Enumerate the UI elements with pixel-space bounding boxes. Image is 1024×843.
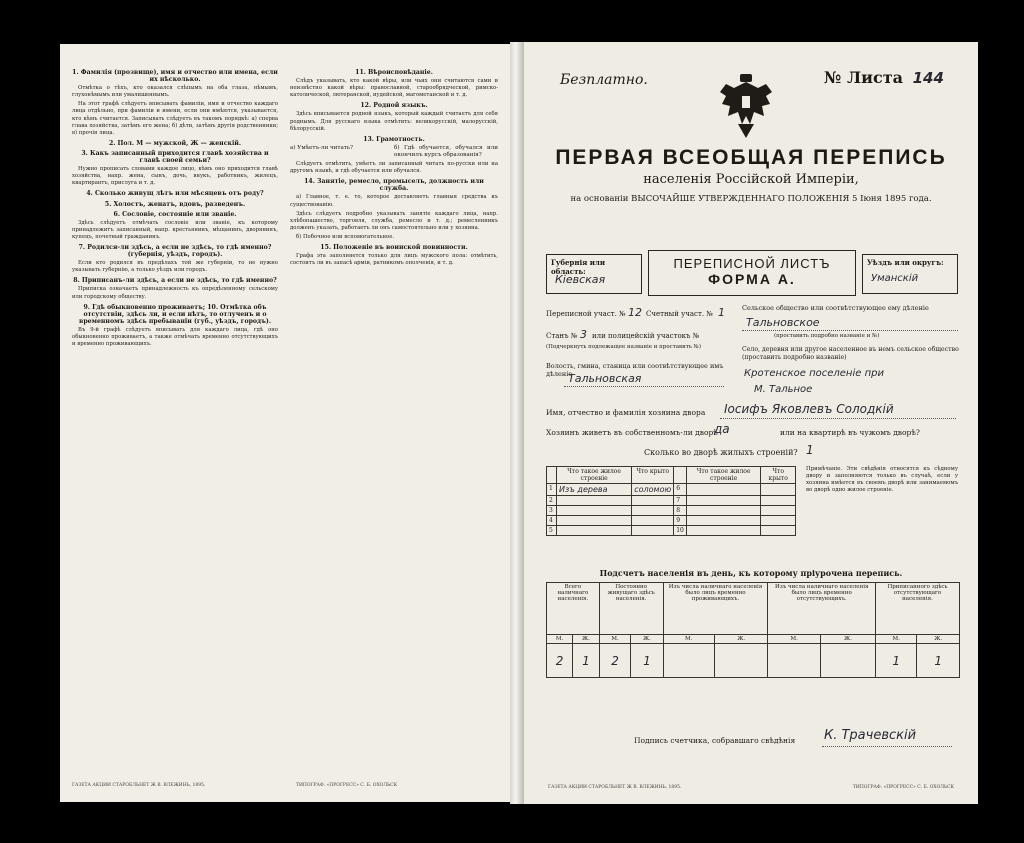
table-header: Что крыто <box>761 467 796 484</box>
instruction-text: Графа эта заполняется только для лицъ мужского пола: отмѣтить, состоитъ ли въ запасѣ армiи, ратникомъ ополченія, и т. д. <box>290 253 498 267</box>
count-cell: 1 <box>573 644 600 678</box>
female-header: Ж. <box>573 635 600 644</box>
row-number: 1 <box>547 484 557 496</box>
table-header: Что крыто <box>632 467 674 484</box>
counting-area-label: Счетный участ. № <box>646 310 713 318</box>
printer-imprint: ГАЗЕТА АКЦИИ СТАРОБЛЬНЕТ Ж В. ВЛЕЖИНЬ, 1895. <box>72 783 206 788</box>
volost-label: Волость, гмина, станица или соотвѣтствующее имъ дѣленіе <box>546 362 724 378</box>
village-value-2: М. Тальное <box>754 384 813 395</box>
volost-value: Тальновская <box>568 372 642 385</box>
district-box <box>862 254 958 294</box>
instruction-text: Нужно прописать словами каждое лицо, кѣмъ оно приходится главѣ хозяйства, напр. жена, сынъ, дочь, внукъ, работникъ, жилецъ, квартирантъ, прислуга и т. д. <box>72 166 278 187</box>
owner-value: Іосифъ Яковлевъ Солодкій <box>724 402 894 416</box>
count-cell <box>714 644 768 678</box>
literacy-questions <box>290 145 498 159</box>
male-header: М. <box>599 635 631 644</box>
female-header: Ж. <box>631 635 663 644</box>
count-cell <box>768 644 821 678</box>
row-number: 8 <box>674 506 687 516</box>
section-heading: 7. Родился-ли здѣсь, а если не здѣсь, то гдѣ именно? (губернія, уѣздъ, городъ). <box>78 243 272 259</box>
form-type-box <box>648 250 856 296</box>
instruction-text: Слѣдъ указывать, кто какой вѣры, или чьих они считаются сами и неизвѣстно какой вѣры: православной, старообрядческой, римско-католической, лютеранской, иудейской, магометанской и т. д. <box>290 78 498 99</box>
male-header: М. <box>768 635 821 644</box>
literacy-question-b: б) Гдѣ обучается, обучался или окончилъ курсъ образованія? <box>394 144 498 158</box>
count-cell <box>821 644 876 678</box>
sheet-number-value: 144 <box>912 69 944 87</box>
roof-type: соломою <box>632 484 674 496</box>
table-row <box>547 526 796 536</box>
literacy-question-a: а) Умѣетъ-ли читать? <box>290 144 353 151</box>
society-line <box>742 330 958 331</box>
form-sheet-title: ПЕРЕПИСНОЙ ЛИСТЪ <box>673 256 831 271</box>
double-headed-eagle-emblem <box>716 72 776 140</box>
row-number: 7 <box>674 496 687 506</box>
count-cell: 1 <box>875 644 916 678</box>
legal-basis: на основаніи ВЫСОЧАЙШЕ УТВЕРЖДЕННАГО ПОЛОЖЕНІЯ 5 Іюня 1895 года. <box>570 194 932 204</box>
instruction-text: Если кто родился въ предѣлахъ той же губерніи, то не нужно указывать губернію, а только уѣздъ или городъ. <box>72 260 278 274</box>
province-value: Кіевская <box>555 273 606 286</box>
building-type: Изъ дерева <box>557 484 632 496</box>
buildings-table <box>546 466 796 536</box>
female-header: Ж. <box>821 635 876 644</box>
village-label: Село, деревня или другое населенное въ немъ сельское общество (проставить подробно названіе) <box>742 346 959 361</box>
population-count-table <box>546 582 960 678</box>
buildings-note: Примѣчаніе. Эти свѣдѣнія относятся къ сѣдному двору и заполняются только въ случаѣ, если у хозяина имѣется въ своемъ дворѣ или занимаемомъ во дворѣ одно жилое строеніе. <box>806 466 958 493</box>
table-header: Изъ числа наличнаго населенія было лицъ временно проживающихъ. <box>663 583 768 635</box>
instructions-page <box>60 44 510 802</box>
table-row <box>547 644 960 678</box>
section-heading: 13. Грамотность. <box>363 135 425 143</box>
row-number: 4 <box>547 516 557 526</box>
table-header: Приписанного здѣсь отсутствующаго населенія. <box>875 583 959 635</box>
census-district-label: Переписной участ. № <box>546 310 626 318</box>
section-heading: 1. Фамилія (прозвище), имя и отчество или имена, если их нѣсколько. <box>72 69 278 84</box>
instruction-text: Приписка означаетъ принадлежность къ опредѣленному сельскому или городскому обществу. <box>72 286 278 300</box>
section-heading: 9. Гдѣ обыкновенно проживаетъ; 10. Отмѣтка объ отсутствіи, здѣсь ли, и если нѣтъ, то отлученъ и о временномъ здѣсь пребываніи (губ., уѣздъ, городъ). <box>79 303 271 325</box>
census-spread <box>60 42 978 804</box>
count-cell <box>663 644 714 678</box>
counting-area-value: 1 <box>718 306 725 319</box>
buildings-count-value: 1 <box>806 443 814 457</box>
section-heading: 5. Холостъ, женатъ, вдовъ, разведенъ. <box>104 200 246 208</box>
row-number: 6 <box>674 484 687 496</box>
female-header: Ж. <box>714 635 768 644</box>
district-value: Уманскiй <box>871 273 919 284</box>
form-title: ПЕРВАЯ ВСЕОБЩАЯ ПЕРЕПИСЬ <box>555 146 947 169</box>
section-heading: 14. Занятіе, ремесло, промыселъ, должность или служба. <box>304 178 484 193</box>
table-header-row <box>547 583 960 635</box>
section-heading: 11. Вѣроисповѣданіе. <box>355 69 433 76</box>
count-cell: 1 <box>917 644 960 678</box>
section-heading: 2. Пол. М — мужской, Ж — женскій. <box>108 139 242 147</box>
instruction-text: б) Побочное или вспомогательное. <box>296 233 395 240</box>
male-header: М. <box>547 635 573 644</box>
row-number: 2 <box>547 496 557 506</box>
enumerator-signature: К. Трачевскій <box>824 728 917 743</box>
police-district-label: или полицейскій участокъ № <box>592 332 700 340</box>
section-heading: 8. Приписанъ-ли здѣсь, а если не здѣсь, то гдѣ именно? <box>73 277 277 285</box>
stan-label: Станъ № <box>546 332 578 340</box>
free-label: Безплатно. <box>560 72 648 88</box>
buildings-count-label: Сколько во дворѣ жилыхъ строеній? <box>644 448 798 457</box>
table-row <box>547 516 796 526</box>
owner-label: Имя, отчество и фамилія хозяина двора <box>546 408 706 417</box>
society-value: Тальновское <box>746 316 820 329</box>
village-value: Кротенское поселеніе при <box>744 368 884 379</box>
form-code: ФОРМА А. <box>708 271 796 287</box>
table-subheader-row <box>547 635 960 644</box>
instruction-text: Отмѣтка о тѣхъ, кто оказался слѣпымъ на оба глаза, нѣмымъ, глухонѣмымъ или умалишеннымъ. <box>72 85 278 99</box>
table-header: Что такое жилое строеніе <box>686 467 761 484</box>
form-subtitle: населенія Россійской Имперіи, <box>643 172 859 187</box>
male-header: М. <box>875 635 916 644</box>
province-box <box>546 254 642 294</box>
instruction-text: а) Главное, т. е. то, которое доставляетъ главныя средства къ существованію. <box>290 194 498 208</box>
instruction-text: Слѣдуетъ отмѣтить, умѣетъ ли записанный читать по-русски или на другомъ языкѣ, и гдѣ обучается или обучался. <box>290 161 498 175</box>
instructions-column-2 <box>290 66 498 269</box>
section-heading: 4. Сколько живущ лѣтъ или мѣсяцевъ отъ роду? <box>86 190 264 198</box>
instruction-text: Здѣсь слѣдуетъ отмѣчать сословіе или званіе, къ которому принадлежитъ записанный, напр. крестьянинъ, мѣщанинъ, дворянинъ, купецъ, почетный гражданинъ. <box>72 219 278 240</box>
instruction-text: Здѣсь вписывается родной языкъ, который каждый считаетъ для себя роднымъ. Для русскаго языка отмѣтить: великорусскій, малорусскій, бѣлорусскій. <box>290 111 498 132</box>
book-gutter <box>510 42 524 804</box>
table-row <box>547 506 796 516</box>
count-cell: 2 <box>547 644 573 678</box>
table-row <box>547 484 796 496</box>
count-cell: 1 <box>631 644 663 678</box>
printer-imprint: ТИПОГРАФ. «ПРОГРЕСС» С. Б. ОХОЛЬСК <box>852 785 954 790</box>
sheet-number-label: № Листа <box>824 68 903 87</box>
instructions-column-1 <box>72 66 278 350</box>
table-header: Что такое жилое строеніе <box>557 467 632 484</box>
census-district-value: 12 <box>628 306 642 319</box>
district-label: Уѣздъ или округъ: <box>867 258 944 267</box>
society-label: Сельское общество или соотвѣтствующее ему дѣленіе <box>742 304 929 312</box>
printer-imprint: ТИПОГРАФ. «ПРОГРЕСС» С. Б. ОХОЛЬСК <box>296 783 398 788</box>
table-header: Всего наличнаго населенія. <box>547 583 600 635</box>
lives-own-yard-value: да <box>714 422 730 436</box>
volost-line <box>564 386 724 387</box>
stan-value: 3 <box>580 328 587 341</box>
lives-own-yard-label: Хозяинъ живетъ въ собственномъ-ли дворѣ <box>546 428 718 437</box>
section-heading: 15. Положеніе въ воинской повинности. <box>320 243 468 251</box>
sheet-number <box>824 68 944 87</box>
row-number: 10 <box>674 526 687 536</box>
printer-imprint: ГАЗЕТА АКЦИИ СТАРОБЛЬНЕТ Ж В. ВЛЕЖИНЬ, 1895. <box>548 785 682 790</box>
owner-line <box>720 418 956 419</box>
lives-apartment-label: или на квартирѣ въ чужомъ дворѣ? <box>780 428 920 437</box>
instruction-text: Здѣсь слѣдуетъ подробно указывать занятіе каждаго лица, напр. хлѣбопашество, торговля, служба, ремесло и т. д.; ремесленникъ долженъ указать, работаетъ ли онъ самостоятельно или у хозяина. <box>290 210 498 231</box>
underline-note: (Подчеркнуть подлежащее названіе и проставить №) <box>546 344 701 350</box>
section-heading: 12. Родной языкъ. <box>360 102 428 110</box>
row-number: 9 <box>674 516 687 526</box>
row-number: 3 <box>547 506 557 516</box>
count-cell: 2 <box>599 644 631 678</box>
enumerator-signature-label: Подпись счетчика, собравшаго свѣдѣнія <box>634 736 796 745</box>
instruction-text: На этот графѣ слѣдуетъ вписывать фамиліи, имя и отчество каждаго лица отдѣльно, при фамиліи и имени, если они имѣются, указывается, кто кѣмъ считается. Записывать слѣдуетъ въ такомъ порядкѣ: а) сперва глава хозяйства, затѣмъ его жена; б) дѣти, затѣмъ другія родственники; в) прочія лица. <box>72 101 278 136</box>
table-header: Постоянно живущаго здѣсь населенія. <box>599 583 663 635</box>
table-header: Изъ числа наличнаго населенія было лицъ временно отсутствующихъ. <box>768 583 876 635</box>
instruction-text: Въ 9-й графѣ слѣдуетъ вписывать для каждаго лица, гдѣ оно обыкновенно проживаетъ, а также отмѣчать временно отсутствующихъ и временно проживающихъ. <box>72 326 278 348</box>
society-note: (проставить подробно названіе и №) <box>774 333 880 339</box>
section-heading: 6. Сословіе, состояніе или званіе. <box>113 210 237 218</box>
province-label: Губернія или область: <box>551 258 606 276</box>
table-row <box>547 496 796 506</box>
male-header: М. <box>663 635 714 644</box>
row-number: 5 <box>547 526 557 536</box>
population-count-title: Подсчетъ населенія въ день, къ которому пріурочена перепись. <box>599 568 903 578</box>
table-header-row <box>547 467 796 484</box>
signature-line <box>822 746 952 747</box>
census-form-page <box>524 42 978 804</box>
section-heading: 3. Какъ записанный приходится главѣ хозяйства и главѣ своей семьи? <box>81 149 269 165</box>
female-header: Ж. <box>917 635 960 644</box>
